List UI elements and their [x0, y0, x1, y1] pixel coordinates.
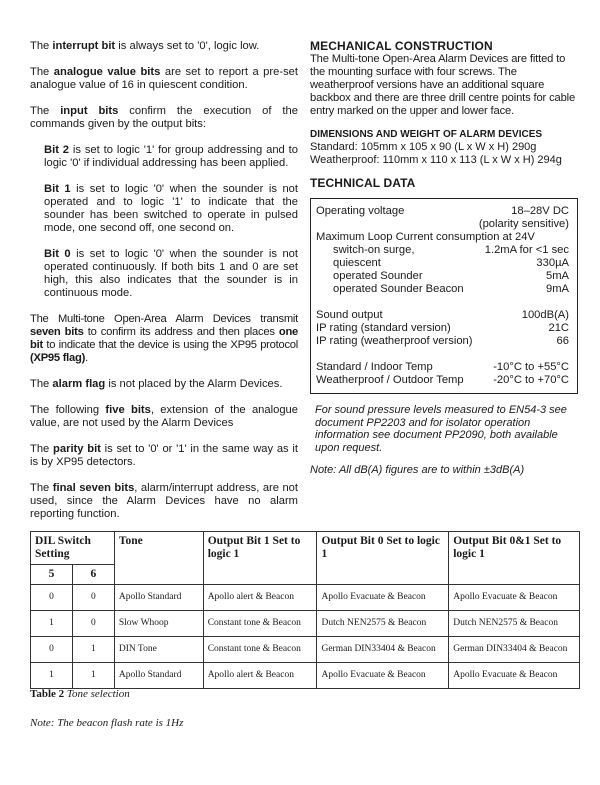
spec-value: 18–28V DC: [511, 205, 569, 217]
cell-switch-6: 1: [72, 663, 114, 689]
tech-row: [316, 231, 569, 244]
spec-value: 100dB(A): [521, 309, 569, 321]
dimensions-weatherproof: Weatherproof: 110mm x 110 x 113 (L x W x H) 294g: [310, 154, 562, 166]
technical-data-heading: TECHNICAL DATA: [310, 176, 416, 190]
header-tone: Tone: [114, 532, 203, 585]
technical-data-box: [310, 198, 578, 394]
bit1-paragraph: Bit 1 is set to logic '0' when the sounder is not operated and to logic '1' to indicate that the sounder has been switched to operate in pulsed mode, one second off, one second on.: [44, 183, 298, 234]
mechanical-heading: MECHANICAL CONSTRUCTION: [310, 39, 493, 53]
spec-value: 9mA: [545, 283, 569, 295]
input-bits-paragraph: The input bits confirm the execution of the commands given by the output bits:: [30, 105, 298, 130]
cell-tone: Apollo Standard: [114, 663, 203, 689]
spec-value: -20°C to +70°C: [493, 374, 569, 386]
cell-output-0: German DIN33404 & Beacon: [317, 637, 449, 663]
spec-value: 21C: [548, 322, 569, 334]
header-switch-5: 5: [31, 565, 73, 585]
analogue-bits-paragraph: The analogue value bits are set to report a pre-set analogue value of 16 in quiescent condition.: [30, 66, 299, 91]
spec-value: 1.2mA for <1 sec: [484, 244, 569, 256]
cell-output-0: Dutch NEN2575 & Beacon: [317, 611, 449, 637]
tech-row: [316, 335, 569, 348]
cell-output-01: German DIN33404 & Beacon: [449, 637, 580, 663]
cell-output-01: Dutch NEN2575 & Beacon: [449, 611, 580, 637]
seven-bits-paragraph: The Multi-tone Open-Area Alarm Devices transmit seven bits to confirm its address and then places one bit to indicate that the device is using the XP95 protocol (XP95 flag).: [30, 313, 298, 364]
tech-row: [316, 257, 569, 270]
tech-row: [316, 361, 569, 374]
header-output-bit-1: Output Bit 1 Set to logic 1: [203, 532, 317, 585]
mechanical-text: The Multi-tone Open-Area Alarm Devices are fitted to the mounting surface with four screws. The weatherproof versions have an additional square backbox and there are three drill centre points for cable entry marked on the upper and lower face.: [310, 53, 576, 117]
table-header-row: [31, 532, 580, 565]
spec-value: 5mA: [545, 270, 569, 282]
spec-label: IP rating (standard version): [316, 322, 451, 334]
tech-row: [316, 374, 569, 387]
table-row: [31, 637, 580, 663]
cell-output-0: Apollo Evacuate & Beacon: [317, 585, 449, 611]
spec-label: Operating voltage: [316, 205, 405, 217]
spec-label: Weatherproof / Outdoor Temp: [316, 374, 464, 386]
beacon-flash-footnote: Note: The beacon flash rate is 1Hz: [30, 717, 184, 729]
tech-row: [316, 205, 569, 218]
cell-output-1: Apollo alert & Beacon: [203, 585, 317, 611]
spec-value: -10°C to +55°C: [493, 361, 569, 373]
spec-label: IP rating (weatherproof version): [316, 335, 473, 347]
spec-label: operated Sounder Beacon: [333, 283, 464, 295]
cell-switch-6: 0: [72, 585, 114, 611]
cell-output-1: Apollo alert & Beacon: [203, 663, 317, 689]
header-output-bit-01: Output Bit 0&1 Set to logic 1: [449, 532, 580, 585]
tech-row: [316, 218, 569, 231]
cell-tone: Slow Whoop: [114, 611, 203, 637]
table-row: [31, 585, 580, 611]
bit0-paragraph: Bit 0 is set to logic '0' when the sounder is not operated continuously. If both bits 1 and 0 are set high, this also indicates that the sounder is in continuous mode.: [44, 248, 298, 299]
spec-label: Sound output: [316, 309, 383, 321]
dimensions-standard: Standard: 105mm x 105 x 90 (L x W x H) 290g: [310, 141, 537, 153]
spec-label: switch-on surge,: [333, 244, 415, 256]
cell-switch-5: 1: [31, 611, 73, 637]
spec-label: quiescent: [333, 257, 381, 269]
spec-label: Standard / Indoor Temp: [316, 361, 433, 373]
tone-selection-table: [30, 531, 580, 689]
five-bits-paragraph: The following five bits, extension of the analogue value, are not used by the Alarm Devices: [30, 404, 298, 429]
cell-switch-6: 0: [72, 611, 114, 637]
spec-label: Maximum Loop Current consumption at 24V: [316, 231, 535, 243]
interrupt-bit-paragraph: The interrupt bit is always set to '0', logic low.: [30, 40, 260, 52]
final-bits-paragraph: The final seven bits, alarm/interrupt address, are not used, since the Alarm Devices have no alarm reporting function.: [30, 482, 299, 520]
header-switch-6: 6: [72, 565, 114, 585]
table-row: [31, 663, 580, 689]
tech-row: [316, 322, 569, 335]
cell-tone: Apollo Standard: [114, 585, 203, 611]
left-column: [30, 40, 298, 534]
sound-pressure-note: For sound pressure levels measured to EN54-3 see document PP2203 and for isolator operation information see document PP2090, both available upon request.: [315, 404, 567, 454]
tech-row: [316, 270, 569, 283]
table-row: [31, 611, 580, 637]
cell-output-01: Apollo Evacuate & Beacon: [449, 585, 580, 611]
cell-switch-5: 0: [31, 585, 73, 611]
bit2-paragraph: Bit 2 is set to logic '1' for group addressing and to logic '0' if individual addressing has been applied.: [44, 144, 298, 169]
spec-value: (polarity sensitive): [478, 218, 569, 230]
tech-row: [316, 309, 569, 322]
cell-output-1: Constant tone & Beacon: [203, 611, 317, 637]
cell-switch-6: 1: [72, 637, 114, 663]
cell-switch-5: 1: [31, 663, 73, 689]
cell-output-01: Apollo Evacuate & Beacon: [449, 663, 580, 689]
cell-output-0: Apollo Evacuate & Beacon: [317, 663, 449, 689]
cell-tone: DIN Tone: [114, 637, 203, 663]
spec-value: 330µA: [536, 257, 569, 269]
right-column: [310, 40, 578, 477]
dimensions-heading: DIMENSIONS AND WEIGHT OF ALARM DEVICES: [310, 129, 543, 140]
cell-switch-5: 0: [31, 637, 73, 663]
alarm-flag-paragraph: The alarm flag is not placed by the Alarm Devices.: [30, 378, 283, 390]
spec-value: 66: [556, 335, 569, 347]
spec-label: operated Sounder: [333, 270, 423, 282]
dba-note: Note: All dB(A) figures are to within ±3dB(A): [310, 464, 525, 476]
cell-output-1: Constant tone & Beacon: [203, 637, 317, 663]
header-output-bit-0: Output Bit 0 Set to logic 1: [317, 532, 449, 585]
table-caption: Table 2 Tone selection: [30, 688, 130, 700]
parity-bit-paragraph: The parity bit is set to '0' or '1' in the same way as it is by XP95 detectors.: [30, 443, 298, 468]
header-dil-switch: DIL Switch Setting: [31, 532, 115, 565]
tech-row: [316, 244, 569, 257]
tech-row: [316, 283, 569, 296]
